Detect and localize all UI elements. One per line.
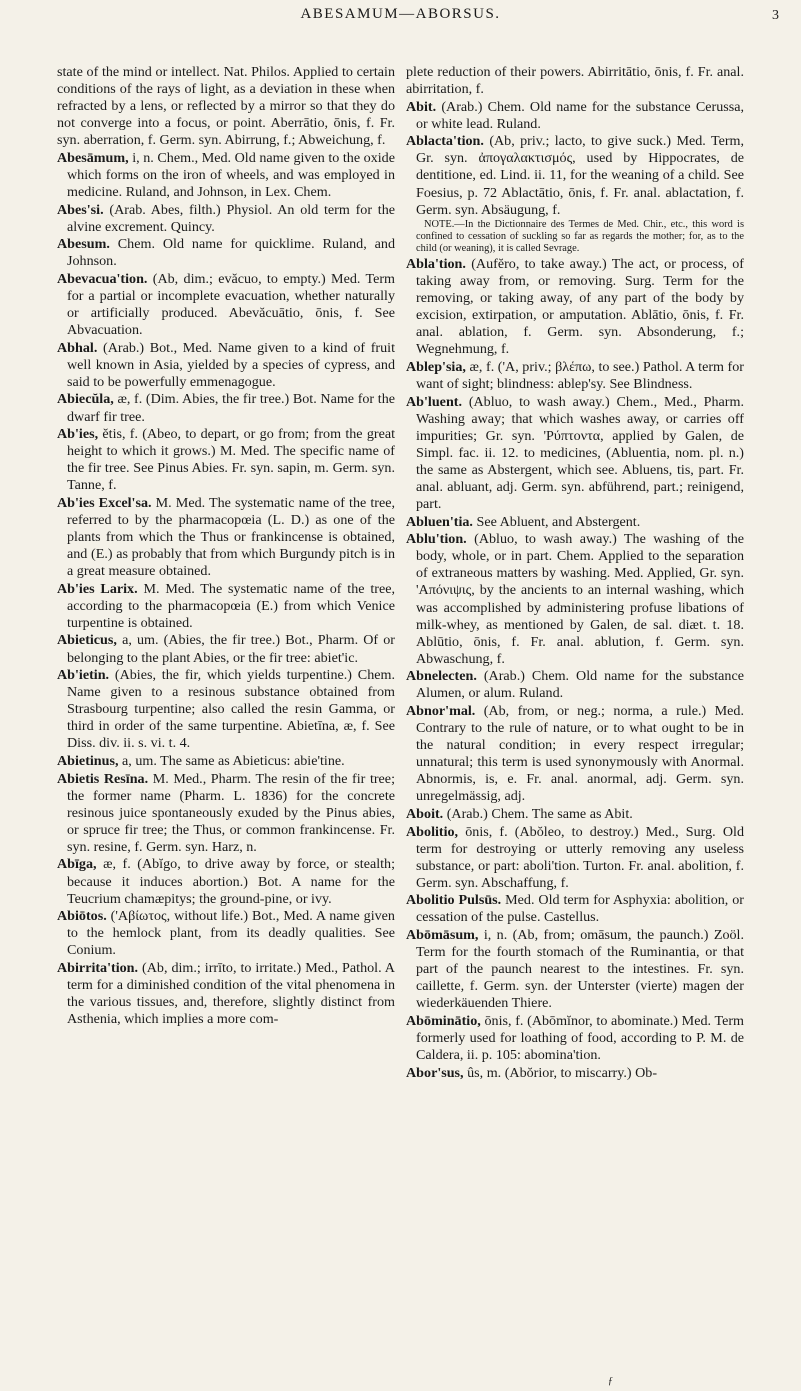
entry-headword: Ablacta'tion. (406, 133, 484, 150)
dictionary-entry (57, 340, 395, 391)
entry-definition: æ, f. (Abĭgo, to drive away by force, or stealth; because it induces abortion.) Bot. A name for the Teucrium chamæpitys; the ground-pine, or ivy. (67, 856, 396, 907)
entry-headword: Ab'luent. (406, 393, 462, 410)
entry-headword: Abla'tion. (406, 256, 466, 273)
dictionary-entry (57, 908, 395, 959)
entry-headword: Abiecŭla, (57, 391, 114, 408)
dictionary-entry (406, 703, 744, 805)
entry-definition: Med. Old term for Asphyxia: abolition, or cessation of the pulse. Castellus. (416, 892, 744, 926)
dictionary-entry (57, 64, 395, 149)
entry-headword: Abluen'tia. (406, 513, 473, 530)
entry-headword: Abōminātio, (406, 1012, 481, 1029)
dictionary-entry (406, 1065, 744, 1082)
entry-definition: a, um. The same as Abieticus: abie'tine. (122, 753, 345, 769)
printer-mark: ƒ (608, 1376, 613, 1387)
dictionary-entry (406, 531, 744, 667)
dictionary-entry (57, 150, 395, 201)
entry-headword: Abolitio, (406, 823, 459, 840)
dictionary-entry (57, 426, 395, 494)
entry-headword: Ab'ies, (57, 426, 99, 443)
page-number: 3 (772, 8, 779, 23)
dictionary-entry (406, 394, 744, 513)
entry-headword: Abnor'mal. (406, 703, 476, 719)
dictionary-entry (406, 64, 744, 98)
entry-headword: Abietinus, (57, 753, 119, 769)
entry-definition: (Arab.) Chem. Old name for the substance Alumen, or alum. Ruland. (416, 668, 744, 702)
entry-definition: (Aufĕro, to take away.) The act, or process, of taking away from, or removing. Surg. Term for the removing, or taking away, of any part of the body by excision, extirpation, or amputation. Ablātio, ōnis, f. Fr. anal. ablation, f. Germ. syn. Absonderung, f.; Wegnehmung, f. (416, 256, 744, 358)
entry-definition: æ, f. (Dim. Abies, the fir tree.) Bot. Name for the dwarf fir tree. (67, 391, 395, 425)
dictionary-entry (406, 892, 744, 926)
entry-headword: Abor'sus, (406, 1064, 464, 1081)
entry-headword: Abit. (406, 98, 437, 115)
dictionary-entry (57, 667, 395, 752)
entry-definition: (Arab.) Bot., Med. Name given to a kind of fruit well known in Asia, yielded by a species of cypress, and said to be powerfully emmenagogue. (67, 339, 395, 390)
dictionary-entry (57, 771, 395, 856)
dictionary-entry (57, 632, 395, 666)
entry-definition: (Abluo, to wash away.) The washing of the body, whole, or in part. Chem. Applied to the separation of extraneous matters by washing. Med. Applied, Gr. syn. 'Απόνιψις, by the ancients to an internal washing, which was accomplished by administering profuse libations of milk-whey, as mentioned by Galen, de sal. diæt. t. 18. Ablūtio, ōnis, f. Fr. anal. ablution, f. Germ. syn. Abwaschung, f. (416, 531, 745, 667)
entry-headword: Abōmāsum, (406, 926, 479, 943)
dictionary-entry (57, 581, 395, 632)
dictionary-entry (57, 391, 395, 425)
running-head: ABESAMUM—ABORSUS. (300, 6, 501, 22)
entry-definition: M. Med., Pharm. The resin of the fir tree; the former name (Pharm. L. 1836) for the concrete resinous juice spontaneously exuded by the Pinus abies, or spruce fir tree; the Thus, or common frankincense. Fr. syn. resine, f. Germ. syn. Harz, n. (67, 770, 395, 855)
entry-headword: Abieticus, (57, 632, 117, 649)
entry-definition: Chem. Old name for quicklime. Ruland, and Johnson. (67, 236, 395, 270)
entry-headword: Aboit. (406, 805, 444, 822)
entry-definition: ōnis, f. (Abōmĭnor, to abominate.) Med. Term formerly used for loathing of food, according to P. M. de Caldera, ii. p. 105: abomina'tion. (416, 1012, 745, 1063)
dictionary-entry (406, 256, 744, 358)
entry-definition: See Abluent, and Abstergent. (476, 513, 641, 530)
entry-definition: ûs, m. (Abŏrior, to miscarry.) Ob- (467, 1064, 658, 1081)
dictionary-entry (406, 99, 744, 133)
entry-headword: Abesāmum, (57, 149, 129, 166)
entry-definition: (Ab, priv.; lacto, to give suck.) Med. Term, Gr. syn. ἀπογαλακτισμός, used by Hippocrates, de dentitione, ed. Lind. ii. 11, for the weaning of a child. See Foesius, p. 72 Ablactātio, ōnis, f. Fr. anal. ablactation, f. Germ. syn. Absäugung, f. (416, 133, 744, 218)
entry-definition: plete reduction of their powers. Abirritātio, ōnis, f. Fr. anal. abirritation, f. (406, 64, 744, 98)
entry-definition: i, n. Chem., Med. Old name given to the oxide which forms on the iron of wheels, and was employed in medicine. Ruland, and Johnson, in Lex. Chem. (67, 149, 395, 200)
right-column (406, 64, 744, 1082)
entry-headword: Ab'ies Larix. (57, 580, 138, 597)
entry-note: NOTE.—In the Dictionnaire des Termes de Med. Chir., etc., this word is confined to cessation of suckling so far as regards the mother; for, as to the child (or weaning), it is called Sevrage. (416, 218, 744, 255)
entry-definition: (Arab.) Chem. The same as Abit. (446, 805, 633, 822)
entry-headword: Abiōtos. (57, 908, 107, 925)
left-column (57, 64, 395, 1029)
dictionary-entry (57, 236, 395, 270)
entry-definition: (Arab. Abes, filth.) Physiol. An old term for the alvine excrement. Quincy. (67, 201, 395, 235)
dictionary-entry (57, 271, 395, 339)
entry-definition: (Abies, the fir, which yields turpentine.) Chem. Name given to a resinous substance obtained from Strasbourg turpentine; also called the resin Gamma, or third in order of the same turpentine. Abietīna, æ, f. See Diss. div. ii. s. vi. t. 4. (67, 667, 395, 752)
dictionary-entry (406, 806, 744, 823)
dictionary-entry (406, 1013, 744, 1064)
entry-headword: Abnelecten. (406, 668, 477, 685)
entry-definition: (Ab, dim.; irrīto, to irritate.) Med., Pathol. A term for a diminished condition of the vital phenomena in the various tissues, and, therefore, slightly distinct from Asthenia, which implies a more com- (67, 959, 395, 1028)
entry-definition: M. Med. The systematic name of the tree, referred to by the pharmacopœia (L. D.) as one of the plants from which the Thus or frankincense is obtained, and (E.) as probably that from which Burgundy pitch is in a great measure obtained. (67, 494, 395, 580)
entry-definition: (Abluo, to wash away.) Chem., Med., Pharm. Washing away; that which washes away, or carries off impurities; Gr. syn. 'Ρύπτοντα, applied by Galen, de Simpl. fac. ii. 12. to medicines, (Abluentia, nom. pl. n.) the same as Abstergent, which see. Abluens, tis, part. Fr. anal. abluant, adj. Germ. syn. abführend, part.; reinigend, part. (416, 393, 744, 513)
dictionary-entry (406, 668, 744, 702)
entry-definition: M. Med. The systematic name of the tree, according to the pharmacopœia (E.) from which Venice turpentine is obtained. (67, 580, 395, 631)
dictionary-entry (406, 824, 744, 892)
dictionary-entry (57, 960, 395, 1028)
entry-headword: Abhal. (57, 339, 98, 356)
entry-headword: Ab'ies Excel'sa. (57, 494, 152, 511)
entry-headword: Ab'ietin. (57, 667, 110, 684)
dictionary-entry (406, 927, 744, 1012)
entry-definition: ('Αβίωτος, without life.) Bot., Med. A name given to the hemlock plant, from its deadly qualities. See Conium. (67, 908, 395, 959)
entry-headword: Abirrita'tion. (57, 959, 139, 976)
entry-headword: Abevacua'tion. (57, 270, 148, 287)
dictionary-entry (406, 133, 744, 255)
entry-definition: (Ab, from, or neg.; norma, a rule.) Med. Contrary to the rule of nature, or to what ought to be in the natural condition; in every respect irregular; unnatural; this term is used synonymously with Anormal. Abnormis, is, e. Fr. anal. anormal, adj. Germ. syn. unregelmässig, adj. (416, 703, 745, 805)
entry-definition: (Arab.) Chem. Old name for the substance Cerussa, or white lead. Ruland. (416, 98, 744, 132)
entry-headword: Ablu'tion. (406, 531, 467, 548)
dictionary-entry (57, 202, 395, 236)
entry-headword: Abīga, (57, 856, 97, 873)
entry-headword: Abietis Resīna. (57, 770, 149, 787)
entry-definition: a, um. (Abies, the fir tree.) Bot., Pharm. Of or belonging to the plant Abies, or the fir tree: abiet'ic. (67, 632, 395, 666)
entry-headword: Abesum. (57, 236, 110, 253)
entry-definition: ĕtis, f. (Abeo, to depart, or go from; from the great height to which it grows.) M. Med. The specific name of the fir tree. See Pinus Abies. Fr. syn. sapin, m. Germ. syn. Tanne, f. (67, 426, 395, 494)
dictionary-entry (57, 856, 395, 907)
entry-headword: Abolitio Pulsūs. (406, 892, 502, 909)
entry-definition: (Ab, dim.; evăcuo, to empty.) Med. Term for a partial or incomplete evacuation, whether naturally or artificially produced. Abevăcuātio, ōnis, f. See Abvacuation. (67, 270, 395, 339)
dictionary-entry (57, 495, 395, 580)
entry-definition: ōnis, f. (Abŏleo, to destroy.) Med., Surg. Old term for destroying or utterly removing any useless substance, or part: aboli'tion. Turton. Fr. anal. abolition, f. Germ. syn. Abschaffung, f. (416, 823, 744, 891)
dictionary-entry (57, 753, 395, 770)
entry-headword: Ablep'sia, (406, 359, 466, 376)
entry-headword: Abes'si. (57, 201, 104, 218)
dictionary-entry (406, 359, 744, 393)
entry-definition: state of the mind or intellect. Nat. Philos. Applied to certain conditions of the rays of light, as a deviation in these when refracted by a lens, or reflected by a mirror so that they do not converge into a focus, or point. Aberrātio, ōnis, f. Fr. syn. aberration, f. Germ. syn. Abirrung, f.; Abweichung, f. (57, 64, 395, 149)
entry-definition: i, n. (Ab, from; omāsum, the paunch.) Zoöl. Term for the fourth stomach of the Ruminantia, or that part of the paunch nearest to the intestines. Fr. syn. caillette, f. Germ. syn. der Unterster (vierte) magen der wiederkäuenden Thiere. (416, 926, 744, 1012)
entry-definition: æ, f. ('A, priv.; βλέπω, to see.) Pathol. A term for want of sight; blindness: ablep'sy. See Blindness. (416, 359, 744, 393)
dictionary-entry (406, 514, 744, 531)
